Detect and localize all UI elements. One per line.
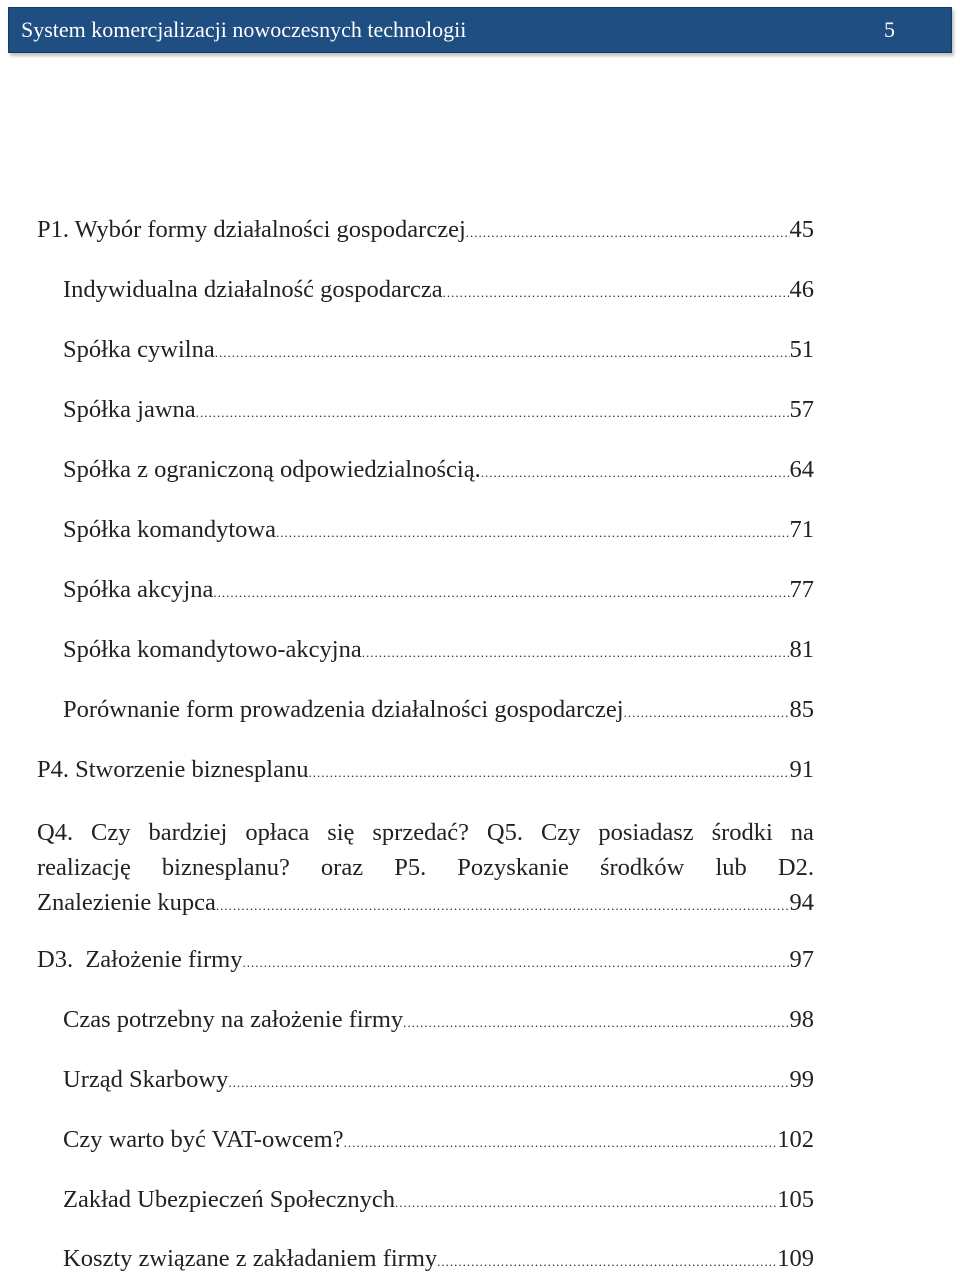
- toc-entry-page: 97: [789, 946, 814, 973]
- dot-leader: [228, 1066, 789, 1097]
- dot-leader: [443, 276, 790, 307]
- dot-leader: [466, 216, 790, 247]
- word: bardziej: [148, 819, 228, 846]
- dot-leader: [344, 1126, 778, 1157]
- document-title: System komercjalizacji nowoczesnych technologii: [21, 17, 467, 42]
- toc-entry-line-2: [37, 850, 814, 885]
- word: Q4.: [37, 819, 74, 846]
- toc-entry-title: D3. Założenie firmy: [37, 946, 243, 973]
- toc-entry-page: 109: [777, 1245, 814, 1272]
- word: posiadasz: [598, 819, 694, 846]
- toc-entry-title: Spółka cywilna: [63, 336, 215, 363]
- toc-entry-title: Porównanie form prowadzenia działalności gospodarczej: [63, 696, 624, 723]
- toc-entry[interactable]: [63, 396, 814, 427]
- dot-leader: [481, 456, 790, 487]
- toc-entry[interactable]: [63, 456, 814, 487]
- word: Q5.: [486, 819, 523, 846]
- page-header: [8, 7, 952, 53]
- toc-entry[interactable]: [63, 1066, 814, 1097]
- word: sprzedać?: [372, 819, 469, 846]
- word: oraz: [320, 854, 364, 881]
- word: środki: [711, 819, 773, 846]
- toc-entry-page: 102: [777, 1126, 814, 1153]
- dot-leader: [403, 1006, 789, 1037]
- toc-entry[interactable]: [63, 336, 814, 367]
- page-number: 5: [884, 17, 895, 42]
- toc-entry[interactable]: [63, 1245, 814, 1276]
- dot-leader: [215, 336, 790, 367]
- toc-entry-page: 45: [789, 216, 814, 243]
- toc-entry-multiline[interactable]: [37, 815, 814, 923]
- dot-leader: [437, 1245, 777, 1276]
- toc-entry-page: 98: [789, 1006, 814, 1033]
- toc-entry-page: 46: [789, 276, 814, 303]
- toc-entry-page: 57: [789, 396, 814, 423]
- toc-entry[interactable]: [63, 276, 814, 307]
- word: Czy: [91, 819, 131, 846]
- toc-entry-page: 71: [789, 516, 814, 543]
- toc-entry-title: Urząd Skarbowy: [63, 1066, 229, 1093]
- toc-entry-title: Spółka komandytowo-akcyjna: [63, 636, 362, 663]
- word: realizację: [37, 854, 131, 881]
- toc-entry-title: Koszty związane z zakładaniem firmy: [63, 1245, 438, 1272]
- toc-entry-page: 51: [789, 336, 814, 363]
- toc-entry[interactable]: [63, 696, 814, 727]
- toc-entry-page: 85: [789, 696, 814, 723]
- dot-leader: [624, 696, 790, 727]
- toc-entry-page: 81: [789, 636, 814, 663]
- toc-entry[interactable]: [63, 636, 814, 667]
- dot-leader: [196, 396, 790, 427]
- toc-entry-title: Spółka akcyjna: [63, 576, 214, 603]
- word: się: [327, 819, 355, 846]
- dot-leader: [309, 756, 790, 787]
- toc-entry-title: Spółka komandytowa: [63, 516, 276, 543]
- toc-entry[interactable]: [63, 1186, 814, 1217]
- toc-entry[interactable]: [63, 1126, 814, 1157]
- toc-entry-title: Spółka jawna: [63, 396, 196, 423]
- toc-entry-page: 105: [777, 1186, 814, 1213]
- toc-entry-title: Spółka z ograniczoną odpowiedzialnością.: [63, 456, 481, 483]
- toc-entry[interactable]: [37, 946, 814, 977]
- toc-entry-title: Czy warto być VAT-owcem?: [63, 1126, 344, 1153]
- toc-entry-page: 64: [789, 456, 814, 483]
- toc-entry-page: 94: [789, 889, 814, 916]
- word: lub: [715, 854, 747, 881]
- dot-leader: [213, 576, 789, 607]
- toc-entry[interactable]: [63, 516, 814, 547]
- word: Pozyskanie: [457, 854, 569, 881]
- toc-entry-page: 99: [789, 1066, 814, 1093]
- toc-entry-title: Znalezienie kupca: [37, 889, 216, 916]
- toc-entry-title: Indywidualna działalność gospodarcza: [63, 276, 443, 303]
- toc-entry-title: Czas potrzebny na założenie firmy: [63, 1006, 404, 1033]
- toc-entry-page: 77: [789, 576, 814, 603]
- toc-entry[interactable]: [63, 576, 814, 607]
- toc-entry-title: P1. Wybór formy działalności gospodarczej: [37, 216, 466, 243]
- toc-entry-title: P4. Stworzenie biznesplanu: [37, 756, 309, 783]
- dot-leader: [242, 946, 789, 977]
- dot-leader: [362, 636, 790, 667]
- dot-leader: [276, 516, 790, 547]
- word: Czy: [540, 819, 581, 846]
- toc-entry-line-3: [37, 885, 814, 923]
- word: środków: [599, 854, 685, 881]
- word: opłaca: [245, 819, 310, 846]
- word: na: [790, 819, 814, 846]
- word: D2.: [777, 854, 814, 881]
- toc-entry-page: 91: [789, 756, 814, 783]
- toc-entry-title: Zakład Ubezpieczeń Społecznych: [63, 1186, 395, 1213]
- dot-leader: [395, 1186, 777, 1217]
- word: biznesplanu?: [161, 854, 290, 881]
- toc-entry[interactable]: [37, 216, 814, 247]
- toc-entry[interactable]: [63, 1006, 814, 1037]
- toc-entry-line-1: [37, 815, 814, 850]
- toc-entry[interactable]: [37, 756, 814, 787]
- word: P5.: [394, 854, 427, 881]
- dot-leader: [216, 885, 790, 923]
